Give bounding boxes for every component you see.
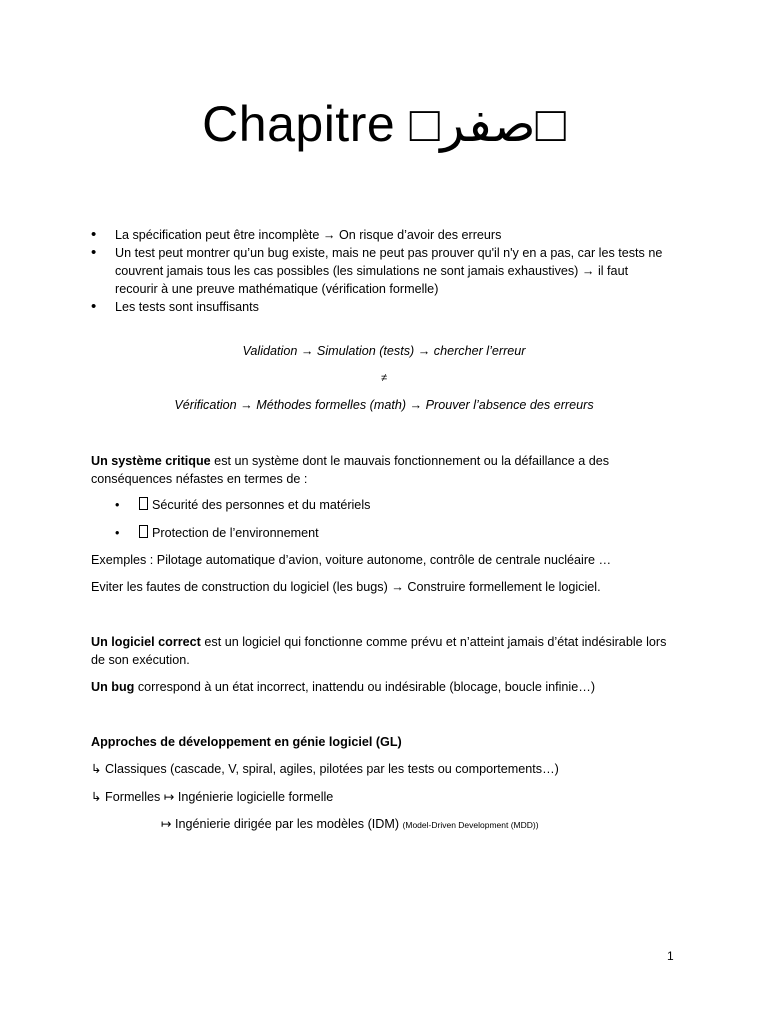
intro-bullet-list [91, 226, 671, 316]
title-text: Chapitre [202, 96, 410, 152]
approach-idm-text: ↦ Ingénierie dirigée par les modèles (IDM) [161, 817, 403, 831]
approach-classic: ↳ Classiques (cascade, V, spiral, agiles, pilotées par les tests ou comportements…) [91, 762, 559, 776]
checkbox-glyph-icon [139, 497, 148, 510]
critical-item: • Protection de l’environnement [115, 526, 319, 540]
verification-line: Vérification → Méthodes formelles (math) → Prouver l’absence des erreurs [174, 398, 594, 412]
checkbox-glyph-icon [139, 525, 148, 538]
page-title [0, 92, 768, 156]
critical-item-label: Sécurité des personnes et du matériels [152, 498, 371, 512]
title-box-left: □ [409, 96, 441, 152]
approach-idm [161, 815, 681, 834]
approach-idm-note: (Model-Driven Development (MDD)) [402, 820, 539, 830]
bullet-item: • Les tests sont insuffisants [91, 298, 671, 316]
bullet-item: • Un test peut montrer qu’un bug existe, mais ne peut pas prouver qu'il n'y en a pas, car les tests ne couvrent jamais tous les cas possibles (les simulations ne sont jamais exhaustives) → il faut recourir à une preuve mathématique (vérification formelle) [91, 244, 671, 298]
title-box-right: □ [535, 96, 566, 152]
critical-item: • Sécurité des personnes et du matériels [115, 498, 371, 512]
critical-system-definition [91, 452, 671, 488]
bug-text: correspond à un état incorrect, inattendu ou indésirable (blocage, boucle infinie…) [134, 680, 596, 694]
correct-software-term: Un logiciel correct [91, 635, 201, 649]
not-equal-separator: ≠ [380, 372, 388, 384]
critical-system-term: Un système critique [91, 454, 211, 468]
validation-line: Validation → Simulation (tests) → chercher l’erreur [242, 344, 526, 358]
bug-definition [91, 678, 671, 696]
bullet-item: • La spécification peut être incomplète → On risque d’avoir des erreurs [91, 226, 671, 244]
examples-text: Exemples : Pilotage automatique d’avion, voiture autonome, contrôle de centrale nucléaire … [91, 553, 612, 567]
title-arabic: صفر [440, 96, 536, 152]
page-number: 1 [667, 949, 674, 963]
approaches-heading: Approches de développement en génie logiciel (GL) [91, 735, 402, 749]
correct-software-text: est un logiciel qui fonctionne comme prévu et n’atteint jamais d’état indésirable lors de son exécution. [91, 635, 667, 667]
bug-term: Un bug [91, 680, 135, 694]
approach-formal: ↳ Formelles ↦ Ingénierie logicielle formelle [91, 790, 334, 804]
critical-system-text: est un système dont le mauvais fonctionnement ou la défaillance a des conséquences néfastes en termes de : [91, 454, 610, 486]
correct-software-definition [91, 633, 671, 669]
critical-item-label: Protection de l’environnement [152, 526, 319, 540]
avoid-bugs-text: Eviter les fautes de construction du logiciel (les bugs) → Construire formellement le logiciel. [91, 580, 601, 594]
